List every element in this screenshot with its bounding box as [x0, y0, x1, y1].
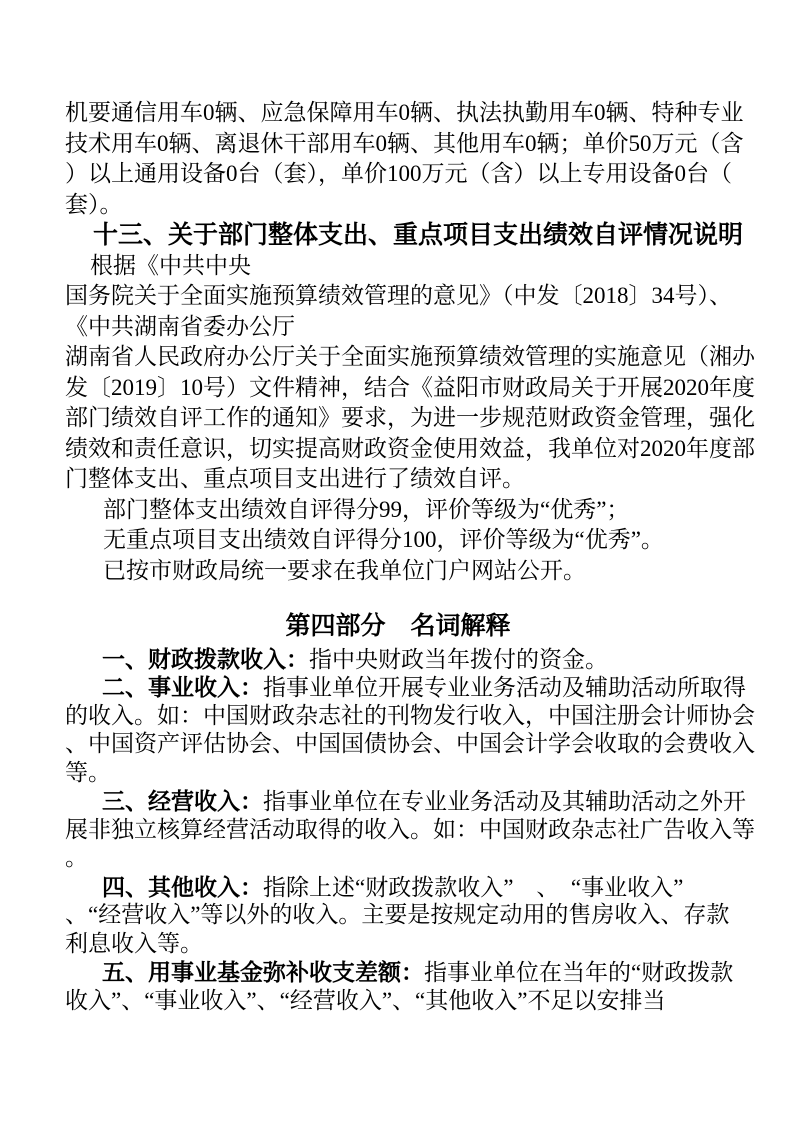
text-line: 《中共湖南省委办公厅	[65, 313, 295, 339]
term-line	[65, 673, 765, 702]
text-line: ）以上通用设备0台（套），单价100万元（含）以上专用设备0台（	[65, 161, 732, 186]
section-4-heading: 第四部分 名词解释	[285, 612, 511, 640]
section-13	[65, 98, 765, 586]
term-continuation-line: 、“经营收入”等以外的收入。主要是按规定动用的售房收入、存款	[65, 902, 730, 927]
term-text: 指事业单位开展专业业务活动及辅助活动所取得	[263, 675, 746, 700]
term-continuation-line: 利息收入等。	[65, 930, 203, 956]
term-label: 一、财政拨款收入：	[102, 645, 309, 672]
term-label: 三、经营收入：	[102, 788, 263, 814]
text-line: 绩效和责任意识，切实提高财政资金使用效益，我单位对2020年度部	[65, 435, 755, 461]
section-4	[65, 612, 765, 1015]
disclosure-line: 已按市财政局统一要求在我单位门户网站公开。	[103, 557, 586, 583]
project-score-line: 无重点项目支出绩效自评得分100，评价等级为“优秀”。	[103, 527, 664, 552]
term-text: 指事业单位在专业业务活动及其辅助活动之外开	[263, 789, 746, 814]
term-text: 指除上述“财政拨款收入” 、 “事业收入”	[263, 874, 684, 900]
term-continuation-line: 。	[65, 845, 88, 870]
text-line: 发〔2019〕10号）文件精神，结合《益阳市财政局关于开展2020年度	[65, 374, 755, 400]
term-continuation-line: 等。	[65, 759, 111, 785]
term-continuation-line: 收入”、“事业收入”、“经营收入”、“其他收入”不足以安排当	[65, 987, 666, 1013]
term-label: 四、其他收入：	[102, 873, 263, 900]
section-13-heading: 十三、关于部门整体支出、重点项目支出绩效自评情况说明	[93, 221, 744, 249]
term-text: 指事业单位在当年的“财政拨款	[424, 960, 734, 985]
term-line	[65, 958, 765, 987]
term-continuation-line: 、中国资产评估协会、中国国债协会、中国会计学会收取的会费收入	[65, 731, 755, 756]
text-line: 国务院关于全面实施预算绩效管理的意见》（中发〔2018〕34号）、	[65, 283, 732, 308]
term-label: 二、事业收入：	[102, 674, 263, 700]
text-line: 机要通信用车0辆、应急保障用车0辆、执法执勤用车0辆、特种专业	[65, 100, 744, 125]
term-line	[65, 873, 765, 902]
term-continuation-line: 展非独立核算经营活动取得的收入。如：中国财政杂志社广告收入等	[65, 816, 755, 842]
term-text: 指中央财政当年拨付的资金。	[309, 646, 608, 672]
term-continuation-line: 的收入。如：中国财政杂志社的刊物发行收入，中国注册会计师协会	[65, 702, 755, 728]
term-line	[65, 645, 765, 674]
term-label: 五、用事业基金弥补收支差额：	[102, 959, 424, 985]
text-line: 门整体支出、重点项目支出进行了绩效自评。	[65, 466, 525, 491]
text-line: 部门绩效自评工作的通知》要求，为进一步规范财政资金管理，强化	[65, 405, 755, 430]
text-line: 湖南省人民政府办公厅关于全面实施预算绩效管理的实施意见（湘办	[65, 344, 755, 369]
text-line: 技术用车0辆、离退休干部用车0辆、其他用车0辆；单价50万元（含	[65, 130, 744, 156]
text-line: 套）。	[65, 191, 123, 217]
text-line: 根据《中共中央	[90, 252, 251, 278]
overall-score-line: 部门整体支出绩效自评得分99，评价等级为“优秀”；	[103, 496, 630, 522]
page-content	[65, 0, 765, 1015]
term-line	[65, 787, 765, 816]
